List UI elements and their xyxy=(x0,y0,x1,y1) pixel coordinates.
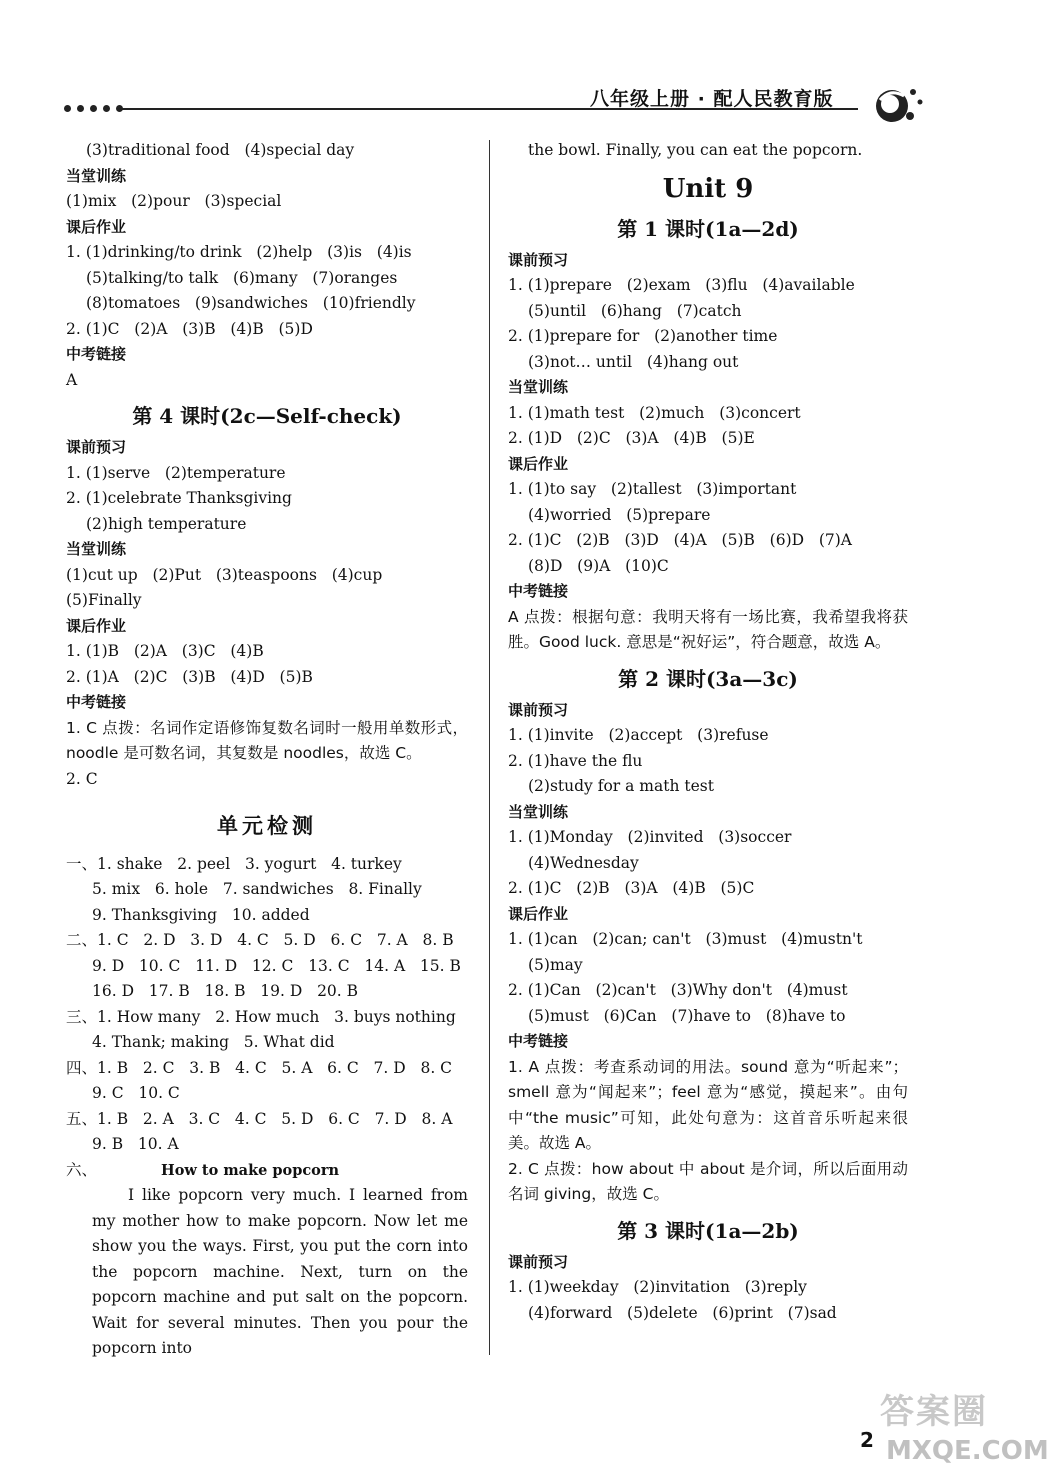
section-heading: 中考链接 xyxy=(66,693,127,711)
answer-line: 1. (1)Monday (2)invited (3)soccer xyxy=(508,828,792,846)
lesson-title: 第 2 课时(3a—3c) xyxy=(618,666,798,691)
answer-line: 2. (1)C (2)A (3)B (4)B (5)D xyxy=(66,319,313,338)
section-heading: 当堂训练 xyxy=(66,166,127,185)
essay-heading-line xyxy=(66,1158,468,1184)
answer-explanation: 1. A 点拨：考查系动词的用法。sound 意为“听起来”；smell 意为“闻起来”；feel 意为“感觉，摸起来”。由句中“the music”可知，此处句意为：这首音乐听起来很美。故选 A。 xyxy=(508,1057,908,1152)
section-heading: 课前预习 xyxy=(508,700,569,719)
section-heading: 课后作业 xyxy=(66,217,127,236)
answer-line: 2. (1)have the flu xyxy=(508,751,643,770)
right-column xyxy=(508,138,908,1326)
answer-line: 1. (1)drinking/to drink (2)help (3)is (4)is xyxy=(66,243,412,261)
answer-line: 9. B 10. A xyxy=(92,1135,179,1153)
watermark xyxy=(870,1378,1049,1476)
answer-line: (4)worried (5)prepare xyxy=(528,505,711,524)
answer-line: 五、1. B 2. A 3. C 4. C 5. D 6. C 7. D 8. A xyxy=(66,1109,453,1128)
unit-test-title: 单元检测 xyxy=(217,814,317,838)
section-heading: 中考链接 xyxy=(66,345,127,363)
answer-line: 一、1. shake 2. peel 3. yogurt 4. turkey xyxy=(66,854,402,873)
answer-line: (2)study for a math test xyxy=(528,777,714,795)
answer-line: 三、1. How many 2. How much 3. buys nothing xyxy=(66,1007,456,1026)
answer-line: 2. (1)Can (2)can't (3)Why don't (4)must xyxy=(508,981,848,999)
answer-line: (5)may xyxy=(528,955,583,974)
answer-line: (8)D (9)A (10)C xyxy=(528,556,669,575)
answer-explanation: 1. C 点拨：名词作定语修饰复数名词时一般用单数形式，noodle 是可数名词，其复数是 noodles，故选 C。 xyxy=(66,718,468,762)
answer-line: 2. (1)prepare for (2)another time xyxy=(508,327,778,345)
answer-line: (8)tomatoes (9)sandwiches (10)friendly xyxy=(86,294,416,312)
unit-title: Unit 9 xyxy=(662,173,754,204)
page-number: 2 xyxy=(860,1428,874,1452)
page-header xyxy=(0,0,1000,135)
answer-line: 5. mix 6. hole 7. sandwiches 8. Finally xyxy=(92,880,422,898)
answer-line: (2)high temperature xyxy=(86,514,247,533)
section-heading: 中考链接 xyxy=(508,582,569,600)
answer-line: 2. (1)D (2)C (3)A (4)B (5)E xyxy=(508,429,755,447)
answer-line: 1. (1)math test (2)much (3)concert xyxy=(508,403,801,422)
answer-explanation: A 点拨：根据句意：我明天将有一场比赛，我希望我将获胜。Good luck. 意思是“祝好运”，符合题意，故选 A。 xyxy=(508,607,908,651)
answer-line: (1)cut up (2)Put (3)teaspoons (4)cup xyxy=(66,565,383,584)
answer-line: 1. (1)weekday (2)invitation (3)reply xyxy=(508,1278,807,1296)
answer-line: the bowl. Finally, you can eat the popcorn. xyxy=(528,141,863,159)
answer-explanation: 2. C 点拨：how about 中 about 是介词，所以后面用动名词 giving，故选 C。 xyxy=(508,1159,908,1203)
essay-title: How to make popcorn xyxy=(161,1161,340,1179)
section-heading: 课前预习 xyxy=(508,1252,569,1271)
answer-line: (3)traditional food (4)special day xyxy=(86,141,355,159)
answer-line: 16. D 17. B 18. B 19. D 20. B xyxy=(92,982,359,1000)
section-heading: 当堂训练 xyxy=(66,540,127,558)
answer-line: (4)Wednesday xyxy=(528,853,639,872)
answer-line: 1. (1)to say (2)tallest (3)important xyxy=(508,480,797,498)
header-dots xyxy=(64,105,123,112)
answer-line: 四、1. B 2. C 3. B 4. C 5. A 6. C 7. D 8. C xyxy=(66,1058,453,1077)
answer-line: 二、1. C 2. D 3. D 4. C 5. D 6. C 7. A 8. B xyxy=(66,931,454,949)
answer-line: 9. D 10. C 11. D 12. C 13. C 14. A 15. B xyxy=(92,956,461,975)
answer-line: 1. (1)can (2)can; can't (3)must (4)mustn't xyxy=(508,930,863,948)
section-number: 六、 xyxy=(66,1160,98,1179)
watermark-en: MXQE.COM xyxy=(886,1436,1049,1466)
column-divider xyxy=(489,140,490,1355)
answer-line: 4. Thank; making 5. What did xyxy=(92,1033,335,1051)
answer-line: 9. C 10. C xyxy=(92,1084,180,1102)
answer-line: (5)must (6)Can (7)have to (8)have to xyxy=(528,1006,846,1025)
section-heading: 当堂训练 xyxy=(508,378,569,396)
answer-line: 2. C xyxy=(66,769,98,788)
answer-line: (1)mix (2)pour (3)special xyxy=(66,192,282,210)
section-heading: 当堂训练 xyxy=(508,802,569,821)
swirl-logo-icon xyxy=(870,80,930,130)
answer-line: (3)not… until (4)hang out xyxy=(528,352,739,371)
lesson-title: 第 1 课时(1a—2d) xyxy=(617,216,799,241)
answer-line: 2. (1)celebrate Thanksgiving xyxy=(66,489,292,507)
answer-line: 2. (1)C (2)B (3)A (4)B (5)C xyxy=(508,879,755,897)
section-heading: 课后作业 xyxy=(508,904,569,923)
answer-line: (5)Finally xyxy=(66,591,142,609)
answer-line: 1. (1)serve (2)temperature xyxy=(66,463,286,482)
answer-line: A xyxy=(66,370,78,389)
answer-line: 1. (1)B (2)A (3)C (4)B xyxy=(66,642,264,660)
section-heading: 中考链接 xyxy=(508,1032,569,1050)
section-heading: 课后作业 xyxy=(66,616,127,635)
lesson-title: 第 4 课时(2c—Self-check) xyxy=(132,404,402,428)
lesson-title: 第 3 课时(1a—2b) xyxy=(617,1218,799,1243)
answer-line: (5)until (6)hang (7)catch xyxy=(528,301,742,320)
answer-line: (5)talking/to talk (6)many (7)oranges xyxy=(86,268,398,287)
answer-line: 2. (1)A (2)C (3)B (4)D (5)B xyxy=(66,667,313,686)
left-column xyxy=(66,138,468,1362)
answer-line: (4)forward (5)delete (6)print (7)sad xyxy=(528,1303,837,1322)
section-heading: 课前预习 xyxy=(66,438,127,456)
essay-body: I like popcorn very much. I learned from my mother how to make popcorn. Now let me show you the ways. First, you put the corn into the popcorn machine. Next, turn on the popcorn machine and put salt on the popcorn. Wait for several minutes. Then you pour the popcorn into xyxy=(92,1186,468,1357)
answer-line: 2. (1)C (2)B (3)D (4)A (5)B (6)D (7)A xyxy=(508,531,852,549)
header-title: 八年级上册 · 配人民教育版 xyxy=(590,88,834,110)
watermark-cn: 答案圈 xyxy=(880,1392,988,1432)
answer-line: 9. Thanksgiving 10. added xyxy=(92,905,310,924)
section-heading: 课后作业 xyxy=(508,454,569,473)
answer-line: 1. (1)prepare (2)exam (3)flu (4)available xyxy=(508,276,855,294)
section-heading: 课前预习 xyxy=(508,250,569,269)
answer-line: 1. (1)invite (2)accept (3)refuse xyxy=(508,726,769,744)
